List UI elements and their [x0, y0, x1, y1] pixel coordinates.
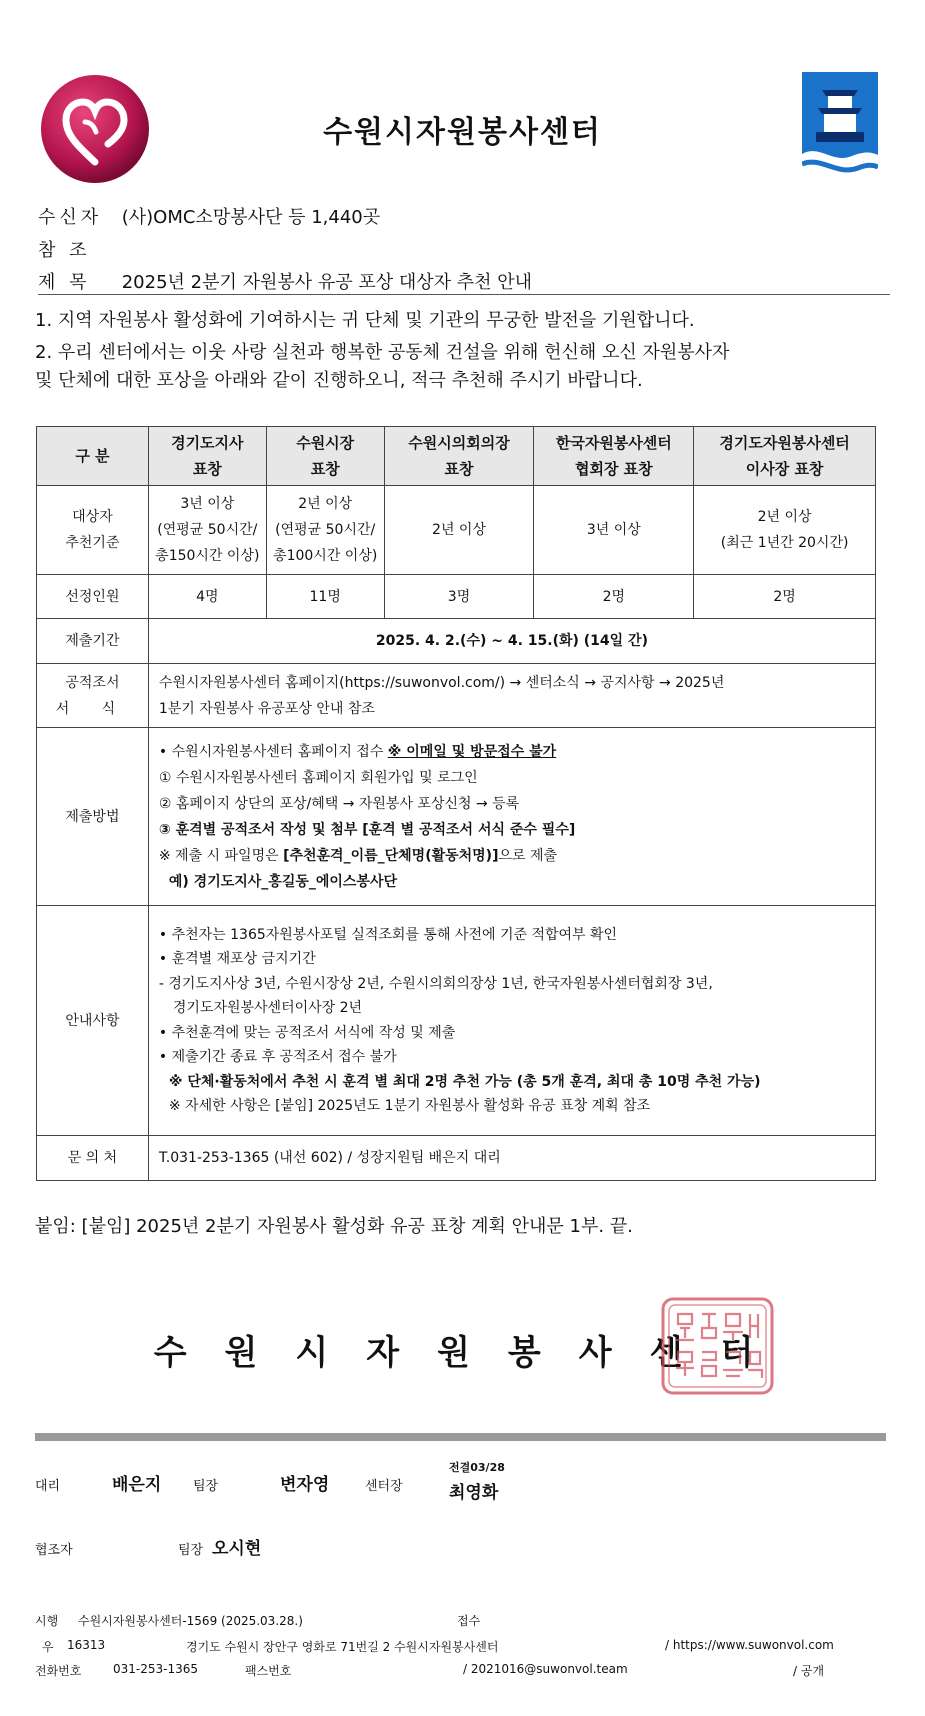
- criteria-col-3: 2년 이상: [384, 486, 534, 575]
- criteria-col-2: 2년 이상 (연평균 50시간/ 총100시간 이상): [266, 486, 384, 575]
- contact-value: T.031-253-1365 (내선 602) / 성장지원팀 배은지 대리: [148, 1136, 875, 1181]
- footer-divider-bar: [35, 1433, 886, 1441]
- postal-code: 16313: [67, 1638, 106, 1652]
- period-value: 2025. 4. 2.(수) ~ 4. 15.(화) (14일 간): [148, 619, 875, 664]
- receipt-label: 접수: [457, 1614, 481, 1628]
- attachment-line: 붙임: [붙임] 2025년 2분기 자원봉사 활성화 유공 표창 계획 안내문 1부. 끝.: [35, 1216, 633, 1237]
- header-col-5: 경기도자원봉사센터 이사장 표창: [694, 427, 876, 486]
- paragraph-2-line-1: 2. 우리 센터에서는 이웃 사랑 실천과 행복한 공동체 건설을 위해 헌신해 오신 자원봉사자: [35, 342, 730, 363]
- phone-label: 전화번호: [35, 1664, 82, 1678]
- count-col-3: 3명: [384, 575, 534, 619]
- count-col-2: 11명: [266, 575, 384, 619]
- official-seal-icon: [660, 1296, 775, 1396]
- fortress-logo-icon: [802, 72, 878, 182]
- criteria-label: 대상자 추천기준: [37, 486, 149, 575]
- disclosure-status: / 공개: [793, 1664, 825, 1678]
- award-table: [36, 426, 876, 1181]
- header-col-4: 한국자원봉사센터 협회장 표창: [534, 427, 694, 486]
- header-col-2: 수원시장 표창: [266, 427, 384, 486]
- paragraph-2-line-2: 및 단체에 대한 포상을 아래와 같이 진행하오니, 적극 추천해 주시기 바랍니다.: [35, 370, 643, 391]
- table-row-form: [37, 664, 876, 728]
- table-row-count: [37, 575, 876, 619]
- contact-label: 문 의 처: [37, 1136, 149, 1181]
- header-col-1: 경기도지사 표창: [148, 427, 266, 486]
- doc-number-label: 시행: [35, 1614, 59, 1628]
- notes-label: 안내사항: [37, 906, 149, 1136]
- period-label: 제출기간: [37, 619, 149, 664]
- fax-label: 팩스번호: [245, 1664, 292, 1678]
- cooperator-label: 협조자: [35, 1543, 73, 1558]
- approval-2-name: 변자영: [280, 1475, 330, 1495]
- count-col-5: 2명: [694, 575, 876, 619]
- subject-row: [38, 268, 532, 294]
- website-link[interactable]: / https://www.suwonvol.com: [665, 1638, 834, 1652]
- reference-label: 참 조: [38, 240, 91, 261]
- sender-name: 수원시자원봉사센터: [153, 1333, 792, 1373]
- header-col-3: 수원시의회의장 표창: [384, 427, 534, 486]
- criteria-col-5: 2년 이상 (최근 1년간 20시간): [694, 486, 876, 575]
- doc-number-value: 수원시자원봉사센터-1569 (2025.03.28.): [78, 1614, 303, 1628]
- table-row-criteria: [37, 486, 876, 575]
- cooperator-name: 오시현: [212, 1539, 262, 1559]
- approval-3-name: 최영화: [449, 1483, 499, 1503]
- reference-row: [38, 236, 116, 262]
- header-category: 구 분: [37, 427, 149, 486]
- approval-1-name: 배은지: [112, 1475, 162, 1495]
- subject-label: 제 목: [38, 272, 91, 293]
- table-row-method: [37, 728, 876, 906]
- postal-label: 우: [42, 1640, 54, 1654]
- criteria-col-4: 3년 이상: [534, 486, 694, 575]
- count-label: 선정인원: [37, 575, 149, 619]
- recipient-row: [38, 203, 380, 229]
- recipient-label: 수신자: [38, 207, 103, 228]
- method-value: • 수원시자원봉사센터 홈페이지 접수 ※ 이메일 및 방문접수 불가 ① 수원시자원봉사센터 홈페이지 회원가입 및 로그인 ② 홈페이지 상단의 포상/혜택 → 자원봉사 포상신청 → 등록 ③ 훈격별 공적조서 작성 및 첨부 [훈격 별 공적조서 서식 준수 필수] ※ 제출 시 파일명은 [추천훈격_이름_단체명(활동처명)]으로 제출 예) 경기도지사_홍길동_에이스봉사단: [148, 728, 875, 906]
- criteria-col-1: 3년 이상 (연평균 50시간/ 총150시간 이상): [148, 486, 266, 575]
- phone-number: 031-253-1365: [113, 1662, 199, 1676]
- email-address[interactable]: / 2021016@suwonvol.team: [463, 1662, 628, 1676]
- table-row-contact: [37, 1136, 876, 1181]
- table-row-notes: [37, 906, 876, 1136]
- subject-value: 2025년 2분기 자원봉사 유공 포상 대상자 추천 안내: [121, 272, 533, 293]
- meta-divider: [38, 294, 890, 295]
- approval-3-label: 센터장: [365, 1479, 403, 1494]
- table-header-row: [37, 427, 876, 486]
- method-label: 제출방법: [37, 728, 149, 906]
- form-value: 수원시자원봉사센터 홈페이지(https://suwonvol.com/) → 센터소식 → 공지사항 → 2025년 1분기 자원봉사 유공포상 안내 참조: [148, 664, 875, 728]
- approval-2-label: 팀장: [193, 1479, 219, 1494]
- notes-value: • 추천자는 1365자원봉사포털 실적조회를 통해 사전에 기준 적합여부 확인 • 훈격별 재포상 금지기간 - 경기도지사상 3년, 수원시장상 2년, 수원시의회의장상 1년, 한국자원봉사센터협회장 3년, 경기도자원봉사센터이사장 2년 • 추천훈격에 맞는 공적조서 서식에 작성 및 제출 • 제출기간 종료 후 공적조서 접수 불가 ※ 단체·활동처에서 추천 시 훈격 별 최대 2명 추천 가능 (총 5개 훈격, 최대 총 10명 추천 가능) ※ 자세한 사항은 [붙임] 2025년도 1분기 자원봉사 활성화 유공 표창 계획 참조: [148, 906, 875, 1136]
- page-title: 수원시자원봉사센터: [323, 115, 602, 150]
- count-col-4: 2명: [534, 575, 694, 619]
- cooperator-role: 팀장: [178, 1543, 204, 1558]
- count-col-1: 4명: [148, 575, 266, 619]
- address: 경기도 수원시 장안구 영화로 71번길 2 수원시자원봉사센터: [186, 1640, 499, 1654]
- paragraph-1: 1. 지역 자원봉사 활성화에 기여하시는 귀 단체 및 기관의 무궁한 발전을 기원합니다.: [35, 310, 695, 331]
- approval-1-label: 대리: [35, 1479, 61, 1494]
- recipient-value: (사)OMC소망봉사단 등 1,440곳: [121, 207, 381, 228]
- table-row-period: [37, 619, 876, 664]
- approval-3-note: 전결03/28: [449, 1461, 505, 1474]
- form-label: 공적조서 서 식: [37, 664, 149, 728]
